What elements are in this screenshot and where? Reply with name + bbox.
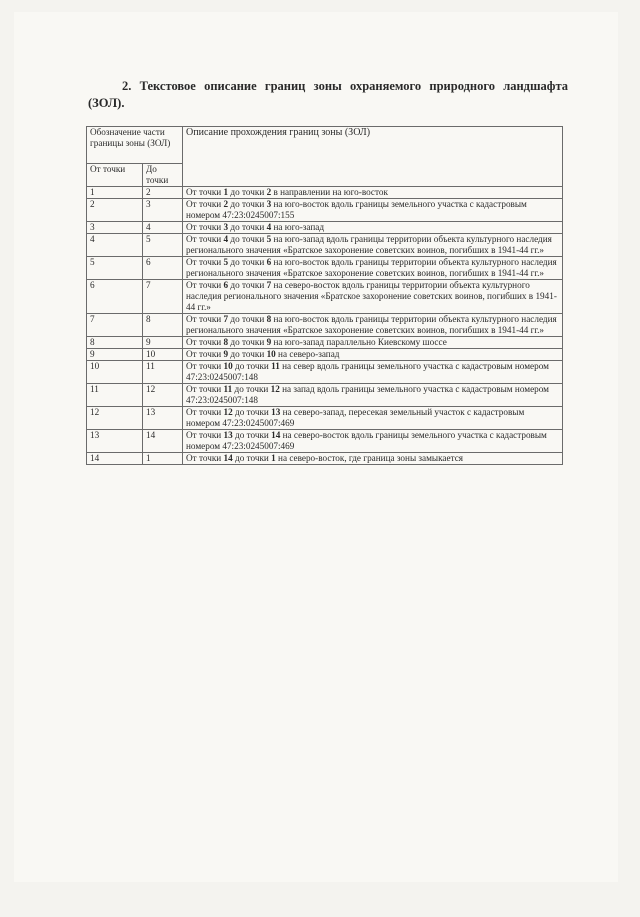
table-body: [87, 187, 563, 465]
table-row: [87, 257, 563, 280]
cell-description: От точки 8 до точки 9 на юго-запад параллельно Киевскому шоссе: [183, 337, 563, 349]
table-row: [87, 349, 563, 361]
cell-from: 6: [87, 280, 143, 314]
table-row: [87, 430, 563, 453]
table-row: [87, 337, 563, 349]
cell-from: 10: [87, 361, 143, 384]
table-row: [87, 453, 563, 465]
cell-from: 8: [87, 337, 143, 349]
cell-to: 7: [143, 280, 183, 314]
cell-description: От точки 9 до точки 10 на северо-запад: [183, 349, 563, 361]
table-row: [87, 187, 563, 199]
header-group: Обозначение части границы зоны (ЗОЛ): [87, 127, 183, 164]
cell-description: От точки 6 до точки 7 на северо-восток вдоль границы территории объекта культурного наследия регионального значения «Братское захоронение советских воинов, погибших в 1941-44 гг.»: [183, 280, 563, 314]
cell-from: 4: [87, 234, 143, 257]
cell-to: 1: [143, 453, 183, 465]
cell-description: От точки 2 до точки 3 на юго-восток вдоль границы земельного участка с кадастровым номером 47:23:0245007:155: [183, 199, 563, 222]
cell-from: 1: [87, 187, 143, 199]
cell-to: 4: [143, 222, 183, 234]
cell-to: 9: [143, 337, 183, 349]
cell-description: От точки 5 до точки 6 на юго-восток вдоль границы территории объекта культурного наследия регионального значения «Братское захоронение советских воинов, погибших в 1941-44 гг.»: [183, 257, 563, 280]
document-page: [14, 12, 618, 882]
cell-to: 6: [143, 257, 183, 280]
cell-from: 9: [87, 349, 143, 361]
section-heading: [88, 78, 568, 112]
heading-text: Текстовое описание границ зоны охраняемого природного ландшафта (ЗОЛ).: [88, 79, 569, 110]
table-row: [87, 222, 563, 234]
cell-to: 2: [143, 187, 183, 199]
cell-to: 12: [143, 384, 183, 407]
cell-description: От точки 4 до точки 5 на юго-запад вдоль границы территории объекта культурного наследия регионального значения «Братское захоронение советских воинов, погибших в 1941-44 гг.»: [183, 234, 563, 257]
cell-to: 14: [143, 430, 183, 453]
cell-description: От точки 11 до точки 12 на запад вдоль границы земельного участка с кадастровым номером 47:23:0245007:148: [183, 384, 563, 407]
table-row: [87, 234, 563, 257]
cell-from: 5: [87, 257, 143, 280]
cell-from: 11: [87, 384, 143, 407]
cell-to: 8: [143, 314, 183, 337]
cell-description: От точки 10 до точки 11 на север вдоль границы земельного участка с кадастровым номером 47:23:0245007:148: [183, 361, 563, 384]
table-row: [87, 280, 563, 314]
cell-description: От точки 14 до точки 1 на северо-восток, где граница зоны замыкается: [183, 453, 563, 465]
table-row: [87, 199, 563, 222]
cell-to: 10: [143, 349, 183, 361]
heading-number: 2.: [122, 79, 132, 93]
cell-description: От точки 12 до точки 13 на северо-запад, пересекая земельный участок с кадастровым номером 47:23:0245007:469: [183, 407, 563, 430]
header-to: До точки: [143, 164, 183, 187]
cell-description: От точки 1 до точки 2 в направлении на юго-восток: [183, 187, 563, 199]
cell-description: От точки 3 до точки 4 на юго-запад: [183, 222, 563, 234]
cell-from: 3: [87, 222, 143, 234]
cell-from: 13: [87, 430, 143, 453]
table-row: [87, 407, 563, 430]
cell-from: 14: [87, 453, 143, 465]
cell-to: 5: [143, 234, 183, 257]
cell-from: 7: [87, 314, 143, 337]
cell-from: 2: [87, 199, 143, 222]
header-from: От точки: [87, 164, 143, 187]
cell-description: От точки 7 до точки 8 на юго-восток вдоль границы территории объекта культурного наследия регионального значения «Братское захоронение советских воинов, погибших в 1941-44 гг.»: [183, 314, 563, 337]
boundary-table: [86, 126, 563, 465]
cell-to: 3: [143, 199, 183, 222]
table-row: [87, 361, 563, 384]
header-description: Описание прохождения границ зоны (ЗОЛ): [183, 127, 563, 187]
cell-to: 11: [143, 361, 183, 384]
cell-to: 13: [143, 407, 183, 430]
table-row: [87, 384, 563, 407]
cell-from: 12: [87, 407, 143, 430]
cell-description: От точки 13 до точки 14 на северо-восток вдоль границы земельного участка с кадастровым номером 47:23:0245007:469: [183, 430, 563, 453]
table-row: [87, 314, 563, 337]
